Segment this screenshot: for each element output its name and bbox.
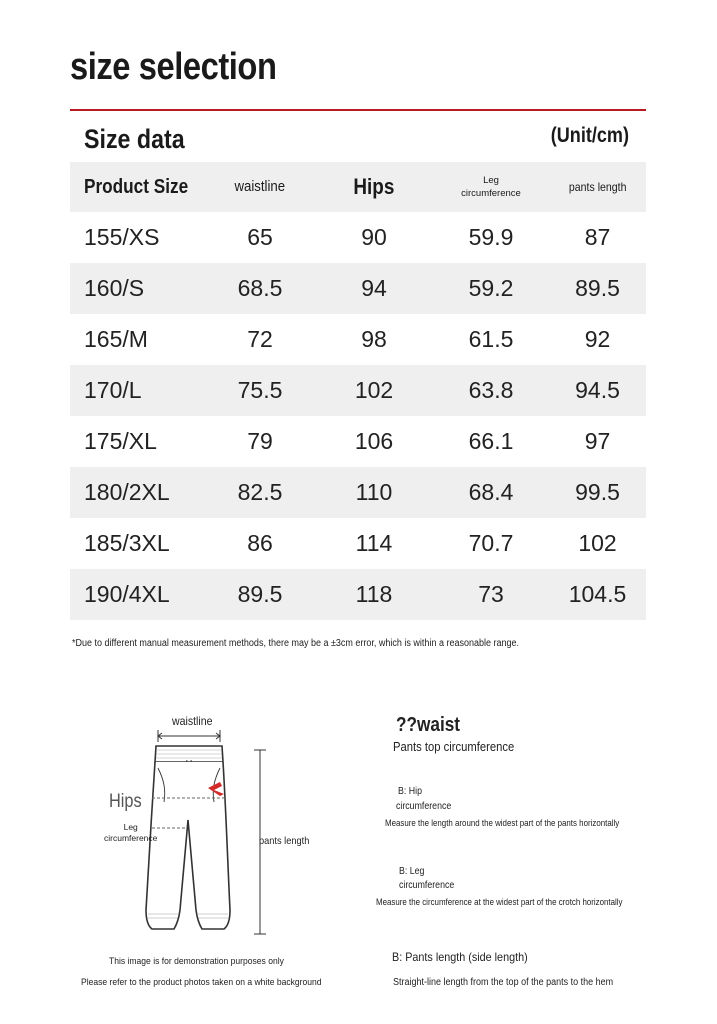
- length-cell: 97: [584, 428, 611, 454]
- length-cell: 87: [584, 224, 611, 250]
- size-cell: 185/3XL: [84, 530, 170, 556]
- waist-definition-title: ??waist: [396, 714, 461, 736]
- header-product-size: Product Size: [84, 175, 189, 198]
- title-divider: [70, 109, 646, 111]
- waist-definition-desc: Pants top circumference: [393, 740, 515, 754]
- size-cell: 155/XS: [84, 224, 160, 250]
- length-cell: 89.5: [575, 275, 620, 301]
- waistline-label: waistline: [172, 714, 213, 728]
- table-row: [70, 569, 646, 620]
- size-cell: 170/L: [84, 377, 142, 403]
- leg-cell: 73: [478, 581, 504, 607]
- pants-length-label: pants length: [259, 835, 310, 847]
- header-waistline: waistline: [234, 178, 286, 195]
- waist-cell: 82.5: [237, 479, 283, 505]
- leg-cell: 66.1: [468, 428, 514, 454]
- size-cell: 165/M: [84, 326, 148, 352]
- unit-label: (Unit/cm): [550, 124, 629, 147]
- table-row: [70, 365, 646, 416]
- size-cell: 175/XL: [84, 428, 157, 454]
- photo-note: Please refer to the product photos taken on a white background: [81, 977, 322, 988]
- length-cell: 99.5: [575, 479, 620, 505]
- table-row: [70, 467, 646, 518]
- header-hips: Hips: [353, 174, 395, 199]
- size-cell: 180/2XL: [84, 479, 170, 505]
- leg-cell: 68.4: [468, 479, 514, 505]
- length-definition-desc: Straight-line length from the top of the pants to the hem: [393, 977, 614, 988]
- waist-cell: 68.5: [237, 275, 283, 301]
- measurement-footnote: *Due to different manual measurement methods, there may be a ±3cm error, which is within a reasonable range.: [72, 638, 520, 649]
- table-header-row: [70, 162, 646, 212]
- leg-cell: 63.8: [468, 377, 514, 403]
- table-row: [70, 212, 646, 263]
- leg-definition-desc: Measure the circumference at the widest part of the crotch horizontally: [376, 897, 623, 907]
- hips-cell: 94: [361, 275, 387, 301]
- size-table: [70, 162, 646, 620]
- leg-cell: 61.5: [468, 326, 514, 352]
- waist-cell: 79: [247, 428, 273, 454]
- hips-cell: 102: [354, 377, 394, 403]
- waist-cell: 65: [247, 224, 273, 250]
- page-title: size selection: [70, 46, 277, 88]
- hip-definition-title: B: Hip: [398, 786, 422, 797]
- waist-cell: 72: [247, 326, 273, 352]
- leg-cell: 59.2: [468, 275, 514, 301]
- hips-cell: 114: [355, 530, 393, 556]
- waist-cell: 75.5: [237, 377, 283, 403]
- hips-cell: 106: [354, 428, 394, 454]
- header-leg-circumference: Leg circumference: [461, 174, 521, 199]
- waist-cell: 89.5: [237, 581, 283, 607]
- hips-cell: 98: [361, 326, 387, 352]
- demo-note: This image is for demonstration purposes only: [109, 956, 284, 967]
- leg-definition-sub: circumference: [399, 880, 455, 891]
- leg-circumference-label: Leg circumference: [104, 822, 158, 843]
- hips-cell: 118: [355, 581, 393, 607]
- size-cell: 160/S: [84, 275, 145, 301]
- table-row: [70, 518, 646, 569]
- table-row: [70, 314, 646, 365]
- waist-cell: 86: [247, 530, 273, 556]
- table-row: [70, 416, 646, 467]
- hips-cell: 110: [355, 479, 393, 505]
- table-row: [70, 263, 646, 314]
- leg-definition-title: B: Leg: [399, 866, 425, 877]
- hip-definition-desc: Measure the length around the widest part of the pants horizontally: [385, 818, 620, 828]
- length-cell: 94.5: [575, 377, 620, 403]
- header-pants-length: pants length: [568, 180, 627, 194]
- leg-cell: 70.7: [468, 530, 514, 556]
- hips-label: Hips: [109, 791, 142, 812]
- length-cell: 104.5: [568, 581, 627, 607]
- length-definition-title: B: Pants length (side length): [392, 950, 528, 964]
- section-title: Size data: [84, 124, 185, 154]
- hips-cell: 90: [361, 224, 387, 250]
- length-cell: 102: [578, 530, 617, 556]
- size-cell: 190/4XL: [84, 581, 170, 607]
- length-cell: 92: [584, 326, 611, 352]
- leg-cell: 59.9: [468, 224, 514, 250]
- hip-definition-sub: circumference: [396, 801, 452, 812]
